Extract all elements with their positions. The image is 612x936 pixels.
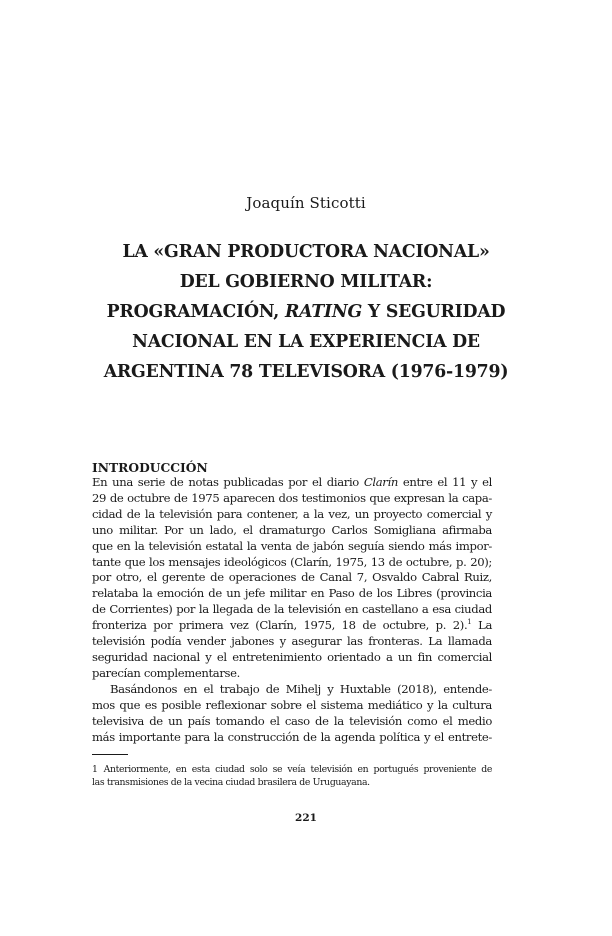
body-line: televisiva de un país tomando el caso de la televisión como el medio [92, 713, 492, 728]
footnote [92, 764, 492, 790]
footnote-number: 1 [92, 764, 98, 775]
title-line: NACIONAL EN LA EXPERIENCIA DE [132, 332, 480, 352]
body-line: por otro, el gerente de operaciones de Canal 7, Osvaldo Cabral Ruiz, [92, 570, 492, 585]
body-line: En una serie de notas publicadas por el diario Clarín entre el 11 y el [92, 475, 492, 489]
body-line: televisión podía vender jabones y asegurar las fronteras. La llamada [92, 634, 492, 649]
footnote-line: 1 Anteriormente, en esta ciudad solo se veía televisión en portugués proveniente de [92, 764, 492, 775]
body-line: 29 de octubre de 1975 aparecen dos testimonios que expresan la capa- [92, 490, 492, 505]
footnote-divider [92, 754, 128, 755]
chapter-title [60, 237, 552, 387]
body-line: Basándonos en el trabajo de Mihelj y Huxtable (2018), entende- [110, 681, 492, 696]
body-line: más importante para la construcción de la agenda política y el entrete- [92, 729, 492, 744]
section-heading: INTRODUCCIÓN [92, 460, 208, 475]
title-line: LA «GRAN PRODUCTORA NACIONAL» [122, 242, 490, 262]
page-number: 221 [295, 812, 317, 824]
title-line: PROGRAMACIÓN, RATING Y SEGURIDAD [106, 302, 506, 322]
body-line: seguridad nacional y el entretenimiento orientado a un fin comercial [92, 649, 492, 664]
body-line: de Corrientes) por la llegada de la televisión en castellano a esa ciudad [92, 602, 492, 617]
body-line: relataba la emoción de un jefe militar en Paso de los Libres (provincia [92, 586, 492, 601]
body-line: uno militar. Por un lado, el dramaturgo Carlos Somigliana afirmaba [92, 522, 492, 537]
title-line: ARGENTINA 78 TELEVISORA (1976-1979) [103, 362, 509, 382]
body-line: mos que es posible reflexionar sobre el sistema mediático y la cultura [92, 697, 492, 712]
footnote-reference[interactable]: 1 [467, 618, 472, 627]
footnote-line: las transmisiones de la vecina ciudad brasilera de Uruguayana. [92, 776, 370, 788]
author-name: Joaquín Sticotti [246, 194, 366, 212]
body-text [92, 475, 492, 745]
body-line: tante que los mensajes ideológicos (Clarín, 1975, 13 de octubre, p. 20); [92, 554, 492, 569]
body-line: que en la televisión estatal la venta de jabón seguía siendo más impor- [92, 538, 492, 553]
body-line: fronteriza por primera vez (Clarín, 1975, 18 de octubre, p. 2).$^1$ La [92, 618, 493, 633]
title-line: DEL GOBIERNO MILITAR: [179, 272, 433, 292]
body-line: cidad de la televisión para contener, a la vez, un proyecto comercial y [92, 506, 492, 521]
body-line: parecían complementarse. [92, 665, 240, 680]
